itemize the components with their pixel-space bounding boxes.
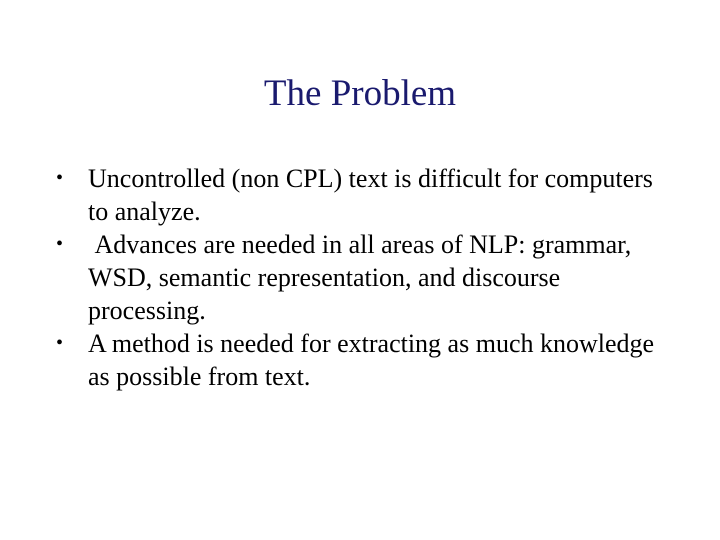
bullet-icon: • bbox=[56, 332, 64, 354]
bullet-icon: • bbox=[56, 167, 64, 189]
bullet-item bbox=[54, 228, 674, 327]
bullet-text: Uncontrolled (non CPL) text is difficult for computers to analyze. bbox=[88, 164, 653, 226]
slide-title: The Problem bbox=[263, 73, 457, 114]
bullet-text: A method is needed for extracting as much knowledge as possible from text. bbox=[88, 329, 655, 391]
bullet-item bbox=[54, 327, 674, 393]
bullet-item bbox=[54, 162, 674, 228]
bullet-icon: • bbox=[56, 233, 64, 255]
bullet-list bbox=[54, 162, 674, 393]
bullet-text: Advances are needed in all areas of NLP: grammar, WSD, semantic representation, and discourse processing. bbox=[88, 230, 638, 325]
